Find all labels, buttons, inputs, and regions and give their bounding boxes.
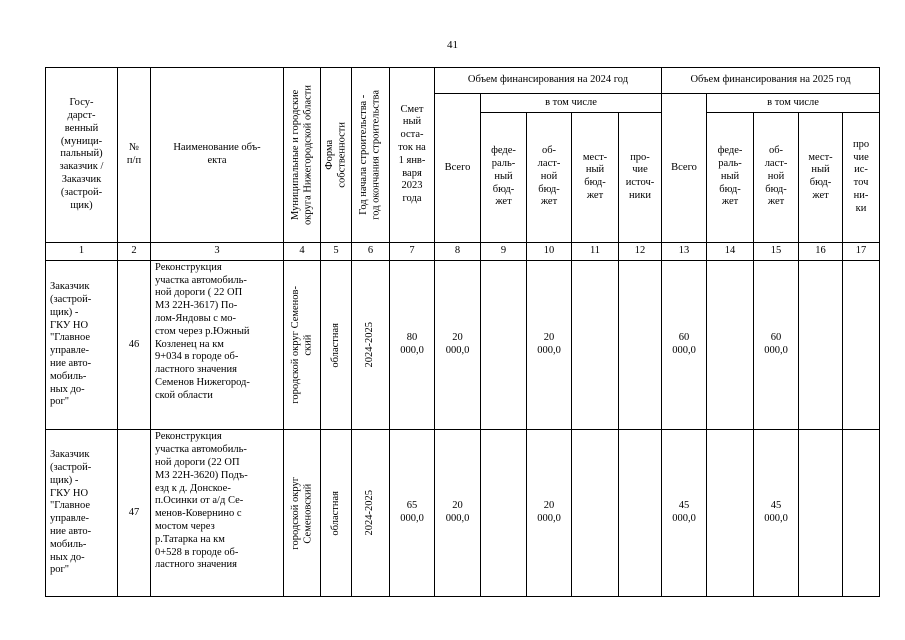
row-num: 46: [118, 260, 151, 430]
table-row: [46, 260, 880, 430]
row-regional-2025: 45 000,0: [754, 430, 799, 597]
header-regional-2024: об- ласт- ной бюд- жет: [527, 112, 572, 242]
header-fin-2024: Объем финансирования на 2024 год: [435, 68, 662, 94]
header-customer: Госу- дарст- венный (муници- пальный) заказчик / Заказчик (застрой- щик): [46, 68, 118, 243]
row-object-name: Реконструкция участка автомобиль- ной дороги (22 ОП МЗ 22Н-3620) Подъ- езд к д. Донское- п.Осинки от а/д Се- менов-Ковернино с мостом через р.Татарка на км 0+528 в городе об- ластного значения: [151, 430, 284, 597]
col-number: 9: [481, 242, 527, 260]
row-customer: Заказчик (застрой- щик) - ГКУ НО "Главное управле- ние авто- мобиль- ных до- рог": [46, 260, 118, 430]
row-object-name: Реконструкция участка автомобиль- ной дороги ( 22 ОП МЗ 22Н-3617) По- лом-Яндовы с мо- стом через р.Южный Козленец на км 9+034 в городе об- ластного значения Семенов Нижегород- ской области: [151, 260, 284, 430]
header-name: Наименование объ- екта: [151, 68, 284, 243]
col-number: 14: [707, 242, 754, 260]
row-municipality-text: городской округ Семенов- ский: [289, 286, 313, 404]
header-including-2024: в том числе: [481, 94, 662, 112]
header-regional-2025: об- ласт- ной бюд- жет: [754, 112, 799, 242]
header-federal-2025: феде- раль- ный бюд- жет: [707, 112, 754, 242]
column-number-row: [46, 242, 880, 260]
col-number: 6: [352, 242, 390, 260]
col-number: 2: [118, 242, 151, 260]
col-number: 8: [435, 242, 481, 260]
row-federal-2025: [707, 260, 754, 430]
header-row-1: [46, 68, 880, 94]
row-regional-2024: 20 000,0: [527, 430, 572, 597]
row-years-text: 2024-2025: [364, 322, 376, 368]
header-estimate: Смет ный оста- ток на 1 янв- варя 2023 года: [390, 68, 435, 243]
header-federal-2024: феде- раль- ный бюд- жет: [481, 112, 527, 242]
row-ownership: [321, 430, 352, 597]
col-number: 3: [151, 242, 284, 260]
header-local-2024: мест- ный бюд- жет: [572, 112, 619, 242]
row-federal-2024: [481, 260, 527, 430]
row-local-2024: [572, 260, 619, 430]
col-number: 12: [619, 242, 662, 260]
row-municipality: [284, 260, 321, 430]
header-including-2025: в том числе: [707, 94, 880, 112]
col-number: 13: [662, 242, 707, 260]
row-total-2024: 20 000,0: [435, 430, 481, 597]
row-years-text: 2024-2025: [364, 490, 376, 536]
col-number: 1: [46, 242, 118, 260]
row-ownership-text: областная: [329, 322, 341, 368]
col-number: 7: [390, 242, 435, 260]
row-customer: Заказчик (застрой- щик) - ГКУ НО "Главное управле- ние авто- мобиль- ных до- рог": [46, 430, 118, 597]
col-number: 17: [843, 242, 880, 260]
row-federal-2024: [481, 430, 527, 597]
header-ownership: [321, 68, 352, 243]
header-total-2024: Всего: [435, 94, 481, 242]
header-municipality: [284, 68, 321, 243]
row-regional-2025: 60 000,0: [754, 260, 799, 430]
row-local-2025: [799, 430, 843, 597]
header-years: [352, 68, 390, 243]
header-num: № п/п: [118, 68, 151, 243]
row-estimate: 80 000,0: [390, 260, 435, 430]
header-other-2025: про чие ис- точ ни- ки: [843, 112, 880, 242]
row-other-2024: [619, 430, 662, 597]
row-other-2025: [843, 430, 880, 597]
row-num: 47: [118, 430, 151, 597]
header-ownership-text: Форма собственности: [323, 121, 347, 188]
row-other-2025: [843, 260, 880, 430]
col-number: 10: [527, 242, 572, 260]
row-total-2025: 45 000,0: [662, 430, 707, 597]
header-fin-2025: Объем финансирования на 2025 год: [662, 68, 880, 94]
header-years-text: Год начала строительства - год окончания строительства: [358, 89, 382, 220]
page-number: 41: [447, 39, 458, 51]
row-years: [352, 260, 390, 430]
row-federal-2025: [707, 430, 754, 597]
header-total-2025: Всего: [662, 94, 707, 242]
financing-table: [45, 67, 880, 597]
row-municipality-text: городской округ Семеновский: [289, 476, 313, 550]
table-row: [46, 430, 880, 597]
row-local-2024: [572, 430, 619, 597]
row-other-2024: [619, 260, 662, 430]
row-local-2025: [799, 260, 843, 430]
col-number: 16: [799, 242, 843, 260]
header-local-2025: мест- ный бюд- жет: [799, 112, 843, 242]
row-estimate: 65 000,0: [390, 430, 435, 597]
row-regional-2024: 20 000,0: [527, 260, 572, 430]
header-municipality-text: Муниципальные и городские округа Нижегородской области: [289, 84, 313, 225]
col-number: 11: [572, 242, 619, 260]
row-total-2024: 20 000,0: [435, 260, 481, 430]
col-number: 5: [321, 242, 352, 260]
row-ownership: [321, 260, 352, 430]
col-number: 4: [284, 242, 321, 260]
header-other-2024: про- чие источ- ники: [619, 112, 662, 242]
col-number: 15: [754, 242, 799, 260]
row-municipality: [284, 430, 321, 597]
row-total-2025: 60 000,0: [662, 260, 707, 430]
row-ownership-text: областная: [329, 490, 341, 536]
row-years: [352, 430, 390, 597]
